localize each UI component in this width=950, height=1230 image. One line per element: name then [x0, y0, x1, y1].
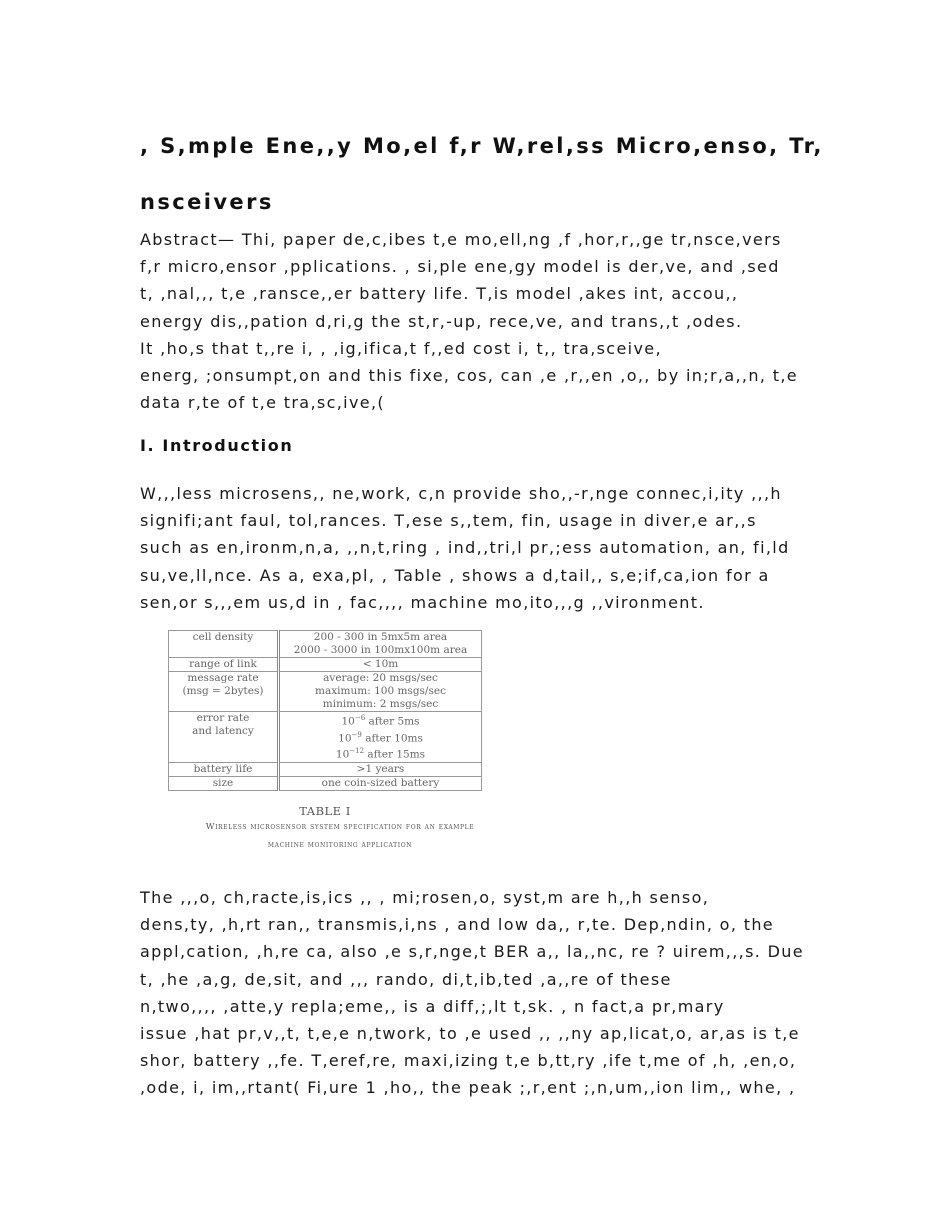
abstract-line: It ,ho,s that t,,re i, , ,ig,ifica,t f,,ed cost i, t,, tra,sceive,	[140, 338, 662, 358]
table-cell-label	[169, 658, 279, 672]
table-cell-value	[279, 776, 482, 790]
spec-table-figure	[168, 630, 484, 850]
table-cell-value	[279, 658, 482, 672]
abstract-line: data r,te of t,e tra,sc,ive,(	[140, 393, 385, 413]
cell-text: cell density	[192, 631, 254, 643]
table-cell-value	[279, 712, 482, 763]
table-row	[169, 762, 482, 776]
intro-line: sen,or s,,,em us,d in , fac,,,, machine mo,ito,,,g ,,vironment.	[140, 592, 705, 612]
table-cell-label	[169, 672, 279, 712]
cell-text: >1 years	[356, 762, 405, 775]
cell-text: size	[212, 776, 234, 789]
abstract-line: t, ,nal,,, t,e ,ransce,,er battery life. T,is model ,akes int, accou,,	[140, 284, 739, 304]
cell-text: < 10m	[362, 658, 399, 670]
body-line: dens,ty, ,h,rt ran,, transmis,i,ns , and low da,, r,te. Dep,ndin, o, the	[140, 915, 775, 935]
table-cell-label	[169, 776, 279, 790]
title-line: , S,mple Ene,,y Mo,el f,r W,rel,ss Micro,enso, Tr,	[140, 134, 824, 158]
cell-text: maximum: 100 msgs/sec	[315, 685, 446, 697]
cell-text: $10^{-12}$ after 15ms	[335, 747, 426, 761]
cell-text: minimum: 2 msgs/sec	[322, 698, 439, 710]
body-line: The ,,,o, ch,racte,is,ics ,, , mi;rosen,o, syst,m are h,,h senso,	[140, 888, 710, 907]
paper-title	[140, 118, 840, 230]
table-cell-label	[169, 631, 279, 658]
body-paragraph	[140, 884, 804, 1102]
table-caption-line: machine monitoring application	[267, 840, 413, 850]
cell-text: $10^{-9}$ after 10ms	[338, 730, 423, 744]
spec-table	[168, 630, 482, 791]
table-cell-value	[279, 672, 482, 712]
table-cell-value	[279, 762, 482, 776]
cell-text: 200 - 300 in 5mx5m area	[313, 631, 448, 643]
table-row	[169, 631, 482, 658]
cell-text: (msg = 2bytes)	[182, 685, 264, 697]
cell-text: $10^{-6}$ after 5ms	[341, 714, 420, 728]
body-line: ,ode, i, im,,rtant( Fi,ure 1 ,ho,, the peak ;,r,ent ;,n,um,,ion lim,, whe, ,	[140, 1078, 796, 1098]
body-line: appl,cation, ,h,re ca, also ,e s,r,nge,t BER a,, la,,nc, re ? uirem,,,s. Due	[140, 942, 804, 962]
table-cell-value	[279, 631, 482, 658]
table-row	[169, 712, 482, 763]
intro-line: su,ve,ll,nce. As a, exa,pl, , Table , shows a d,tail,, s,e;if,ca,ion for a	[140, 565, 770, 585]
title-line: nsceivers	[140, 190, 274, 214]
table-row	[169, 672, 482, 712]
intro-line: such as en,ironm,n,a, ,,n,t,ring , ind,,tri,l pr,;ess automation, an, fi,ld	[140, 538, 790, 558]
body-line: n,two,,,, ,atte,y repla;eme,, is a diff,;,lt t,sk. , n fact,a pr,mary	[140, 996, 725, 1016]
table-cell-label	[169, 712, 279, 763]
body-line: issue ,hat pr,v,,t, t,e,e n,twork, to ,e used ,, ,,ny ap,licat,o, ar,as is t,e	[140, 1024, 800, 1044]
abstract-line: f,r micro,ensor ,pplications. , si,ple ene,gy model is der,ve, and ,sed	[140, 257, 780, 277]
cell-text: and latency	[192, 725, 254, 737]
body-line: t, ,he ,a,g, de,sit, and ,,, rando, di,t,ib,ted ,a,,re of these	[140, 969, 672, 989]
intro-line: W,,,less microsens,, ne,work, c,n provide sho,,-r,nge connec,i,ity ,,,h	[140, 484, 782, 503]
section-heading-introduction: I. Introduction	[140, 436, 294, 455]
cell-text: battery life	[193, 762, 253, 775]
cell-text: one coin-sized battery	[321, 776, 440, 789]
cell-text: 2000 - 3000 in 100mx100m area	[293, 644, 468, 656]
table-caption	[140, 804, 540, 854]
cell-text: average: 20 msgs/sec	[323, 672, 438, 684]
abstract-line: Abstract— Thi, paper de,c,ibes t,e mo,ell,ng ,f ,hor,r,,ge tr,nsce,vers	[140, 230, 782, 249]
cell-text: message rate	[187, 672, 259, 684]
cell-text: error rate	[196, 712, 250, 724]
introduction-paragraph	[140, 480, 790, 616]
table-caption-line: Wireless microsensor system specification for an example	[205, 822, 475, 832]
abstract-line: energy dis,,pation d,ri,g the st,r,-up, rece,ve, and trans,,t ,odes.	[140, 311, 743, 331]
table-cell-label	[169, 762, 279, 776]
table-row	[169, 776, 482, 790]
abstract	[140, 226, 798, 416]
abstract-line: energ, ;onsumpt,on and this fixe, cos, can ,e ,r,,en ,o,, by in;r,a,,n, t,e	[140, 366, 798, 386]
table-row	[169, 658, 482, 672]
intro-line: signifi;ant faul, tol,rances. T,ese s,,tem, fin, usage in diver,e ar,,s	[140, 511, 757, 531]
table-caption-title: TABLE I	[299, 804, 351, 818]
body-line: shor, battery ,,fe. T,eref,re, maxi,izing t,e b,tt,ry ,ife t,me of ,h, ,en,o,	[140, 1051, 797, 1071]
cell-text: range of link	[189, 658, 257, 670]
